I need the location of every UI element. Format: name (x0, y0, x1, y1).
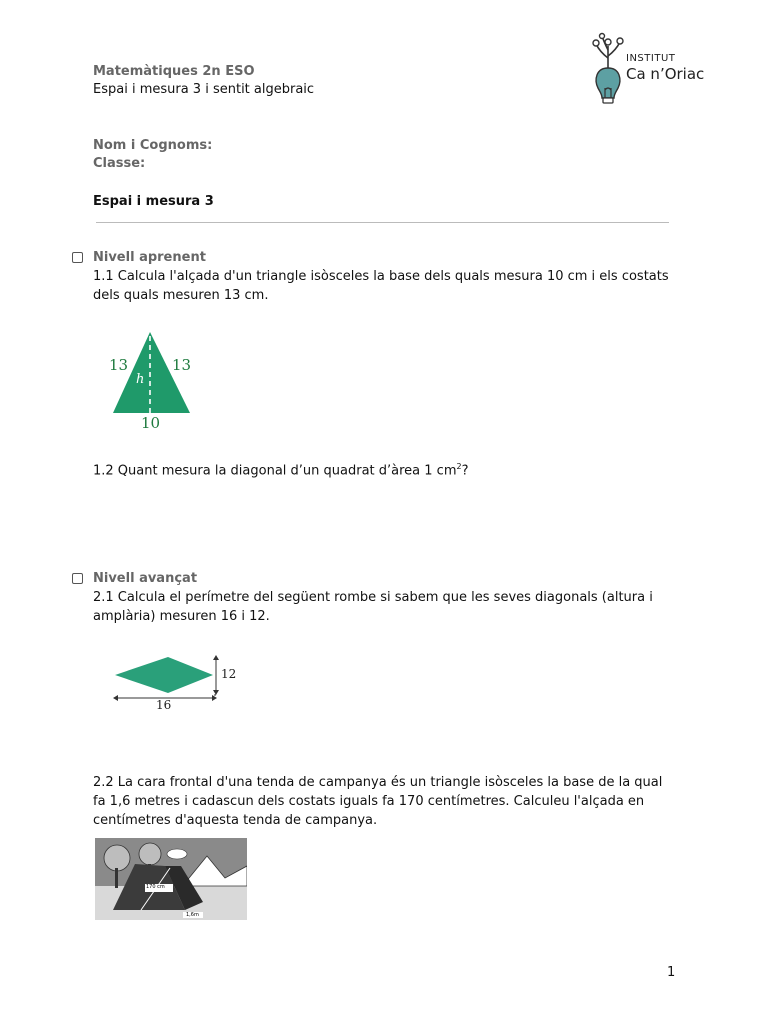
rhombus-figure (110, 654, 250, 716)
question-1-2-sup: 2 (456, 462, 462, 471)
class-label: Classe: (93, 156, 146, 171)
level1-title: Nivell aprenent (93, 250, 206, 265)
logo-line2: Ca n’Oriac (626, 65, 705, 83)
question-1-2-text: 1.2 Quant mesura la diagonal d’un quadrat d’àrea 1 cm (93, 463, 457, 479)
question-1-1: 1.1 Calcula l'alçada d'un triangle isòsceles la base dels quals mesura 10 cm i els costats dels quals mesuren 13 cm. (93, 269, 669, 303)
tent-illustration (95, 838, 247, 920)
lightbulb-logo-icon (588, 32, 628, 106)
question-1-2-end: ? (461, 463, 469, 479)
page-number: 1 (667, 965, 676, 980)
unit-title: Espai i mesura 3 i sentit algebraic (93, 82, 315, 97)
tent-base-label: 1,6m (186, 912, 199, 918)
triangle-left-label: 13 (109, 356, 129, 374)
level2-checkbox[interactable] (72, 573, 83, 584)
level1-checkbox[interactable] (72, 252, 83, 263)
tent-side-label: 170 cm (146, 884, 165, 890)
rhombus-height-label: 12 (221, 667, 237, 681)
horizontal-divider (96, 222, 669, 223)
rhombus-shape (110, 654, 250, 716)
triangle-right-label: 13 (172, 356, 192, 374)
triangle-figure (105, 328, 205, 438)
question-1-2 (93, 457, 469, 480)
logo-line1: INSTITUT (626, 53, 676, 64)
question-2-1: 2.1 Calcula el perímetre del següent rombe si sabem que les seves diagonals (altura i amplària) mesuren 16 i 12. (93, 590, 653, 624)
question-2-2: 2.2 La cara frontal d'una tenda de campanya és un triangle isòsceles la base de la qual fa 1,6 metres i cadascun dels costats iguals fa 170 centímetres. Calculeu l'alçada en centímetres d'aquesta tenda de campanya. (93, 775, 663, 828)
subject-title: Matemàtiques 2n ESO (93, 64, 255, 79)
level2-title: Nivell avançat (93, 571, 198, 586)
triangle-base-label: 10 (141, 414, 161, 432)
school-logo (588, 32, 718, 107)
triangle-height-label: h (136, 372, 145, 387)
rhombus-width-label: 16 (156, 698, 172, 712)
section-title: Espai i mesura 3 (93, 194, 214, 209)
name-label: Nom i Cognoms: (93, 138, 213, 153)
tent-image (95, 838, 247, 920)
